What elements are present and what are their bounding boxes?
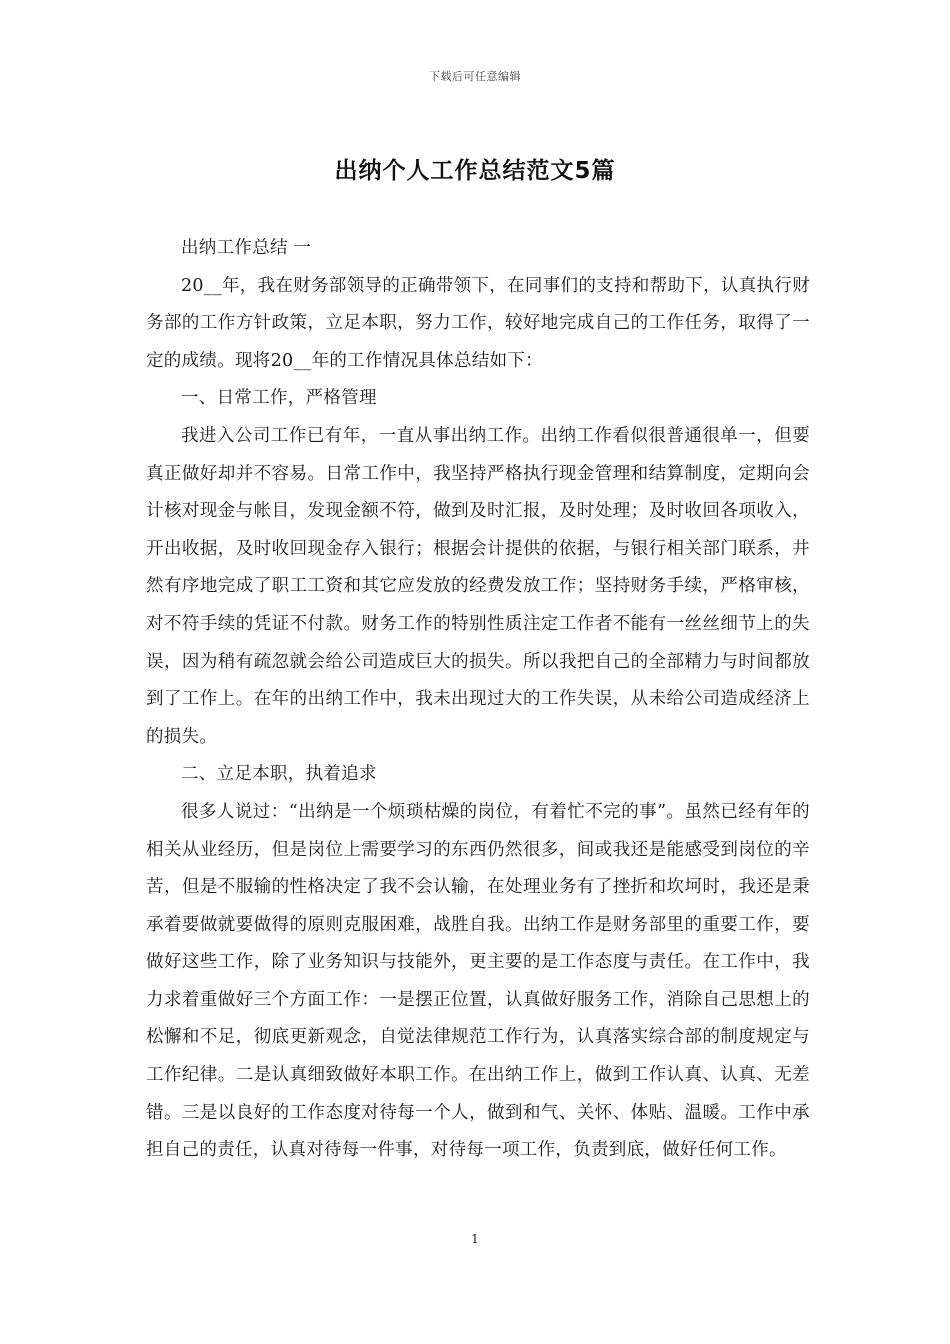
duty-paragraph: 很多人说过：“出纳是一个烦琐枯燥的岗位，有着忙不完的事”。虽然已经有年的相关从业经历，但是岗位上需要学习的东西仍然很多，间或我还是能感受到岗位的辛苦，但是不服输的性格决定了我不会认输，在处理业务有了挫折和坎坷时，我还是秉承着要做就要做得的原则克服困难，战胜自我。出纳工作是财务部里的重要工作，要做好这些工作，除了业务知识与技能外，更主要的是工作态度与责任。在工作中，我力求着重做好三个方面工作：一是摆正位置，认真做好服务工作，消除自己思想上的松懈和不足，彻底更新观念，自觉法律规范工作行为，认真落实综合部的制度规定与工作纪律。二是认真细致做好本职工作。在出纳工作上，做到工作认真、认真、无差错。三是以良好的工作态度对待每一个人，做到和气、关怀、体贴、温暖。工作中承担自己的责任，认真对待每一件事，对待每一项工作，负责到底，做好任何工作。 — [146, 801, 810, 1161]
section-heading-daily-work: 一、日常工作，严格管理 — [181, 388, 377, 409]
daily-work-paragraph: 我进入公司工作已有年，一直从事出纳工作。出纳工作看似很普通很单一，但要真正做好却并不容易。日常工作中，我坚持严格执行现金管理和结算制度，定期向会计核对现金与帐目，发现金额不符，做到及时汇报，及时处理；及时收回各项收入，开出收据，及时收回现金存入银行；根据会计提供的依据，与银行相关部门联系，井然有序地完成了职工工资和其它应发放的经费发放工作；坚持财务手续，严格审核，对不符手续的凭证不付款。财务工作的特别性质注定工作者不能有一丝丝细节上的失误，因为稍有疏忽就会给公司造成巨大的损失。所以我把自己的全部精力与时间都放到了工作上。在年的出纳工作中，我未出现过大的工作失误，从未给公司造成经济上的损失。 — [146, 425, 810, 747]
page-title: 出纳个人工作总结范文5篇 — [334, 158, 616, 184]
section-heading-duty: 二、立足本职，执着追求 — [181, 764, 377, 785]
page-number: 1 — [471, 1232, 479, 1246]
intro-paragraph: 20__年，我在财务部领导的正确带领下，在同事们的支持和帮助下，认真执行财务部的工作方针政策，立足本职，努力工作，较好地完成自己的工作任务，取得了一定的成绩。现将20__年的工作情况具体总结如下： — [146, 275, 810, 371]
section-heading-summary-one: 出纳工作总结 一 — [181, 238, 312, 258]
header-note: 下载后可任意编辑 — [429, 70, 521, 83]
document-body — [146, 230, 810, 1170]
